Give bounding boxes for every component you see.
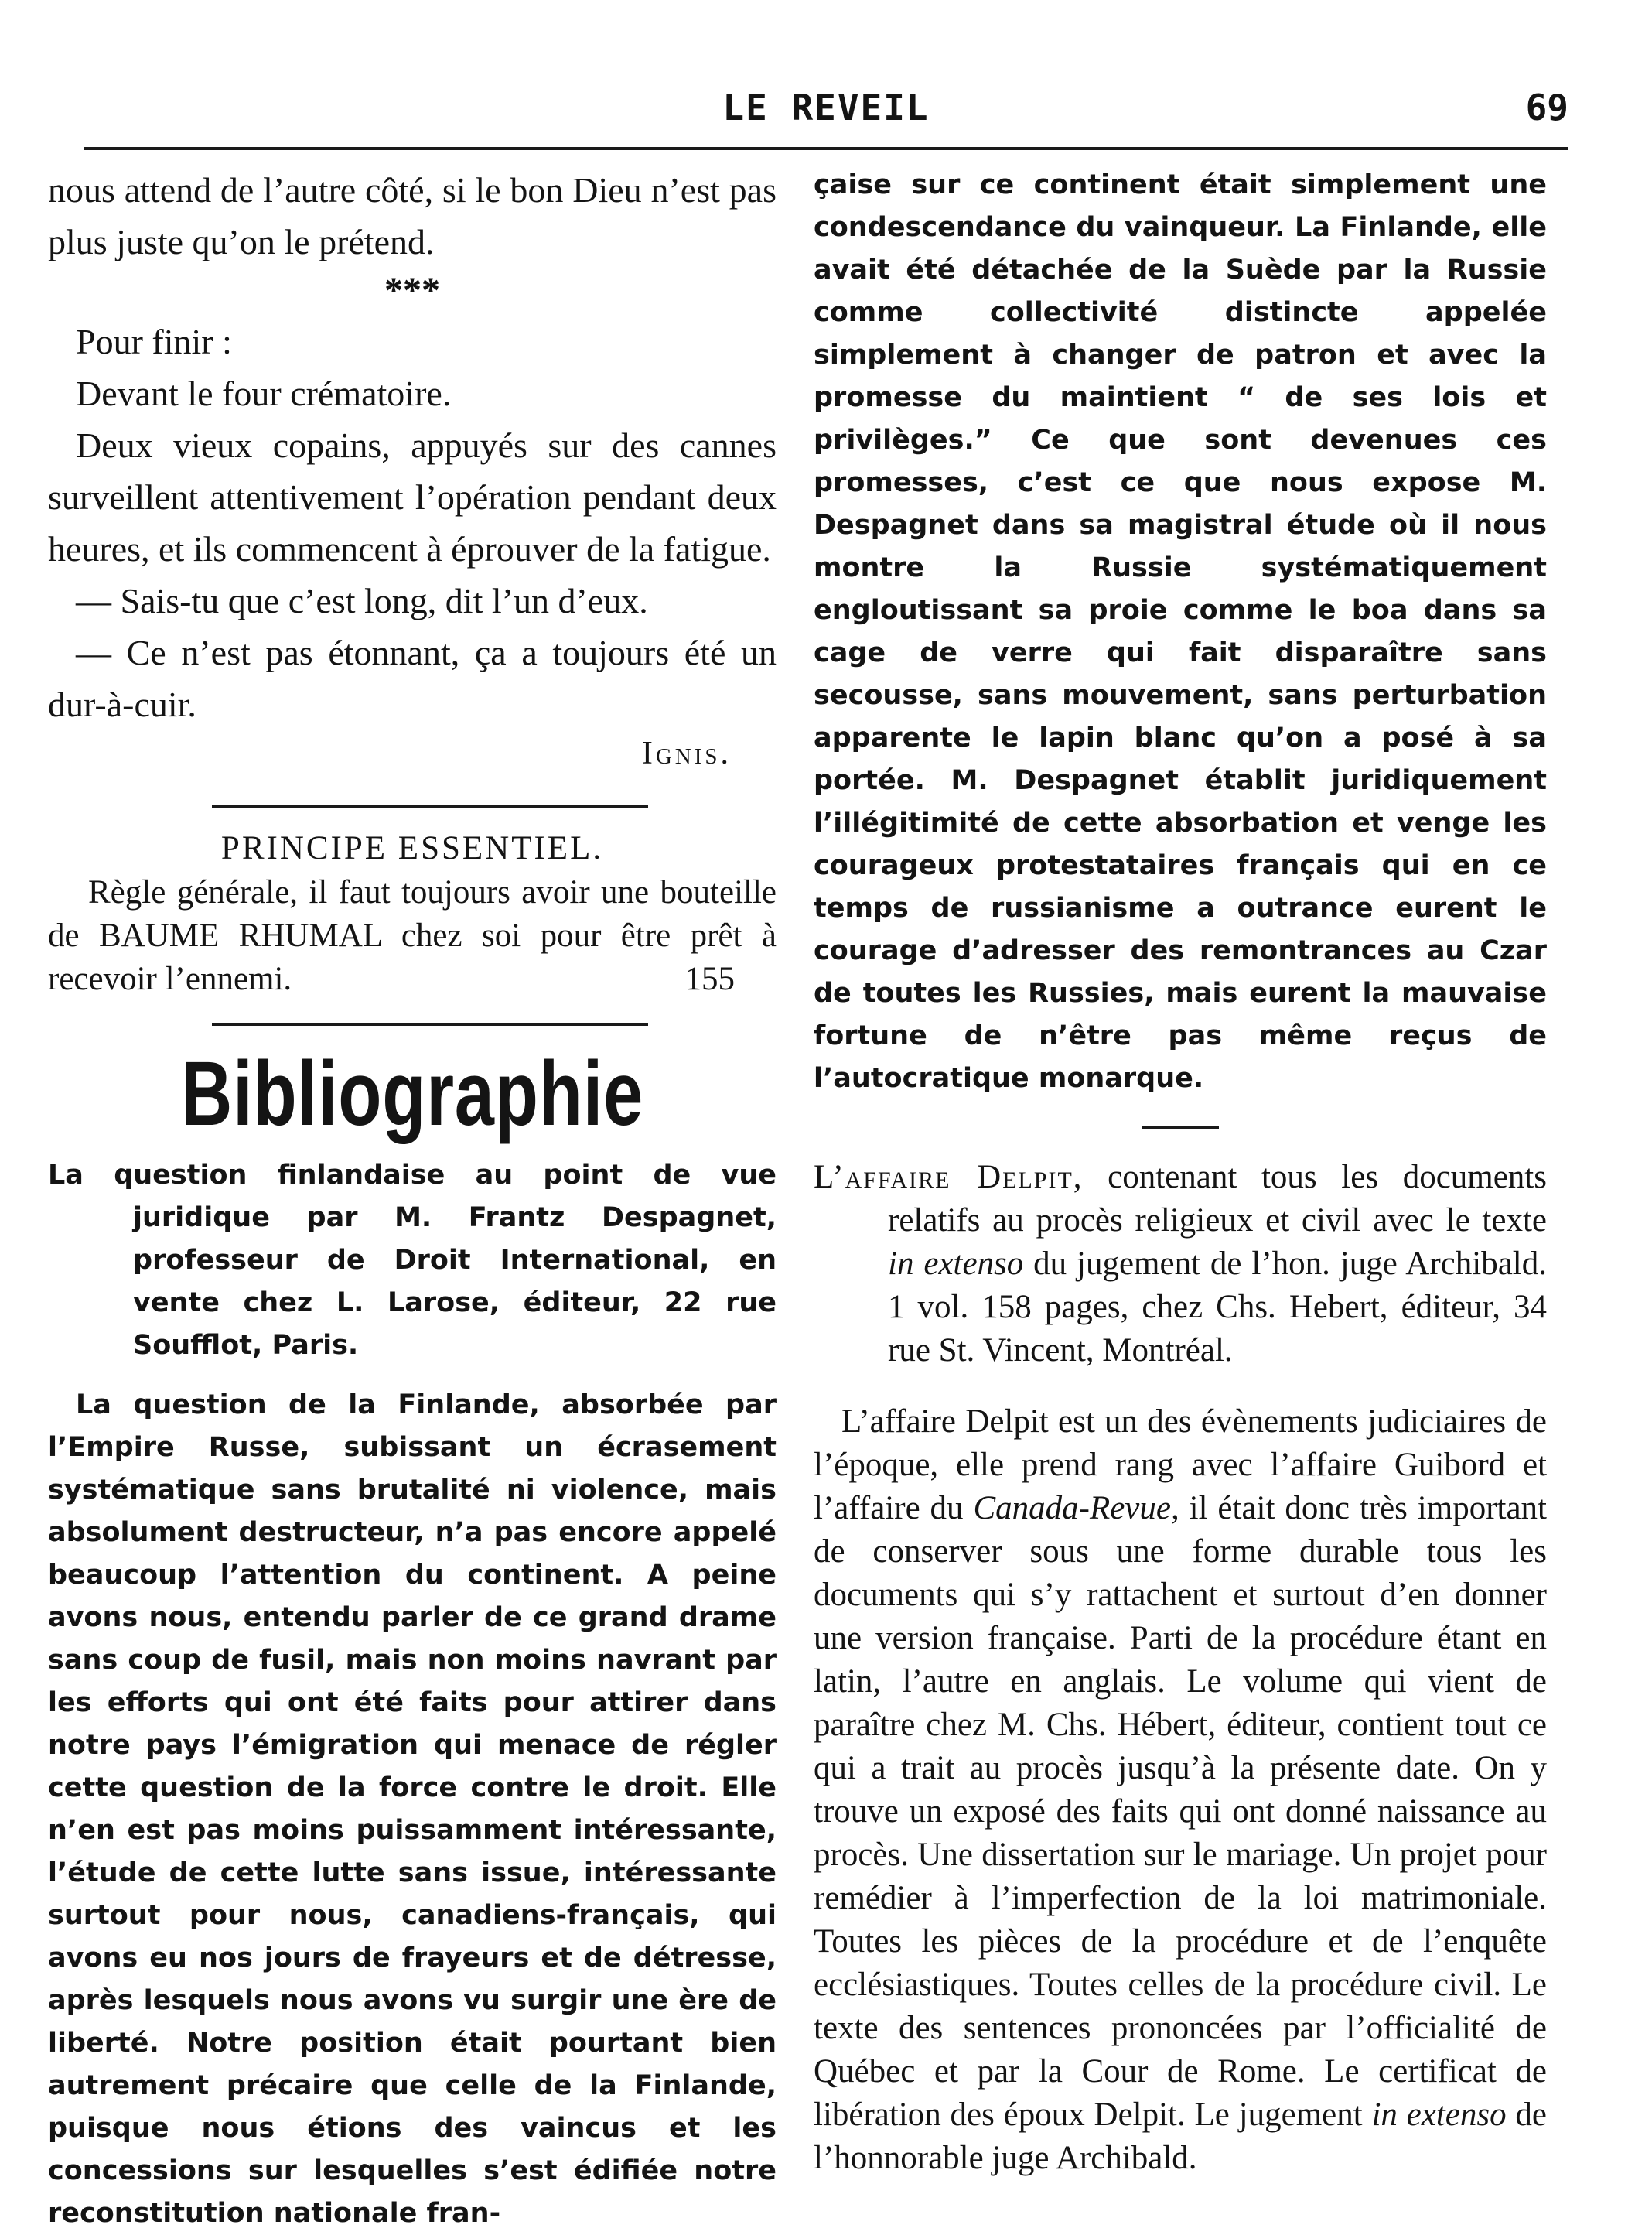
separator-rule bbox=[212, 805, 648, 808]
section-stars: *** bbox=[384, 270, 440, 311]
running-head bbox=[0, 87, 1652, 133]
pour-finir-line: Pour finir : bbox=[76, 322, 232, 361]
entry-title: L’affaire Delpit, bbox=[814, 1159, 1084, 1195]
bibliography-entry-delpit bbox=[814, 1156, 1547, 1372]
separator-rule bbox=[212, 1023, 648, 1026]
bibliography-entry: La question finlandaise au point de vue juridique par M. Frantz Despagnet, professeur de Droit International, en vente chez L. Larose, éditeur, 22 rue Soufflot, Paris. bbox=[48, 1160, 777, 1361]
review-continuation: çaise sur ce continent était simplement une condescendance du vainqueur. La Finlande, elle avait été détachée de la Suède par la Russie comme collectivité distincte appelée simplement à changer de patron et avec la promesse du maintient “ de ses lois et privilèges.” Ce que sont devenues ces promesses, c’est ce que nous expose M. Despagnet dans sa magistral étude où il nous montre la Russie systématiquement engloutissant sa proie comme le boa dans sa cage de verre qui fait disparaître sans secousse, sans mouvement, sans perturbation apparente le lapin blanc qu’on a posé à sa portée. M. Despagnet établit juridiquement l’illégitimité de cette absorbation et venge les courageux protestataires français qui en ce temps de russianisme a outrance eurent le courage d’adresser des remontrances au Czar de toutes les Russies, mais eurent la mauvaise fortune de n’être pas même reçus de l’autocratique monarque. bbox=[814, 169, 1547, 1094]
devant-line: Devant le four crématoire. bbox=[76, 374, 452, 413]
advert-title: PRINCIPE ESSENTIEL. bbox=[220, 830, 604, 866]
entry-text-a: contenant tous les documents relatifs au procès religieux et civil avec le texte bbox=[888, 1159, 1547, 1239]
dialogue-line-1: — Sais-tu que c’est long, dit l’un d’eux. bbox=[76, 581, 648, 620]
delpit-text-c: de l’honnorable juge Archibald. bbox=[814, 2097, 1547, 2176]
journal-title: LE REVEIL bbox=[722, 87, 930, 128]
left-column bbox=[48, 164, 777, 2235]
advert-number: 155 bbox=[684, 961, 735, 997]
entry-text-b: du jugement de l’hon. juge Archibald. 1 vol. 158 pages, chez Chs. Hebert, éditeur, 34 rue St. Vincent, Montréal. bbox=[888, 1246, 1547, 1369]
delpit-italic-2: in extenso bbox=[1371, 2097, 1507, 2133]
page-number: 69 bbox=[1525, 87, 1568, 128]
header-rule bbox=[84, 147, 1568, 150]
advert-text bbox=[48, 871, 777, 1001]
delpit-paragraph bbox=[814, 1400, 1547, 2180]
delpit-italic-1: Canada-Revue, bbox=[973, 1490, 1179, 1526]
separator-rule bbox=[1142, 1126, 1219, 1129]
dialogue-line-2: — Ce n’est pas étonnant, ça a toujours été un dur-à-cuir. bbox=[48, 633, 777, 724]
delpit-text-a: L’affaire Delpit est un des évènements judiciaires de l’époque, elle prend rang avec l’affaire Guibord et l’affaire du bbox=[814, 1403, 1547, 1526]
review-paragraph: La question de la Finlande, absorbée par l’Empire Russe, subissant un écrasement systématique sans brutalité ni violence, mais absolument destructeur, n’a pas encore appelé beaucoup l’attention du continent. A peine avons nous, entendu parler de ce grand drame sans coup de fusil, mais non moins navrant par les efforts qui ont été faits pour attirer dans notre pays l’émigration qui menace de régler cette question de la force contre le droit. Elle n’en est pas moins puissamment intéressante, l’étude de cette lutte sans issue, intéressante surtout pour nous, canadiens-français, qui avons eu nos jours de frayeurs et de détresse, après lesquels nous avons vu surgir une ère de liberté. Notre position était pourtant bien autrement précaire que celle de la Finlande, puisque nous étions des vaincus et les concessions sur lesquelles s’est édifiée notre reconstitution nationale fran- bbox=[48, 1389, 777, 2229]
intro-paragraph: nous attend de l’autre côté, si le bon Dieu n’est pas plus juste qu’on le prétend. bbox=[48, 170, 777, 261]
right-column bbox=[814, 164, 1547, 2180]
advert-body: Règle générale, il faut toujours avoir une bouteille de BAUME RHUMAL chez soi pour être prêt à recevoir l’ennemi. bbox=[48, 874, 777, 997]
section-heading: Bibliographie bbox=[180, 1043, 644, 1145]
author-signature: Ignis. bbox=[641, 736, 732, 771]
delpit-text-b: il était donc très important de conserver sous une forme durable tous les documents qui s’y rattachent et surtout d’en donner une version française. Parti de la procédure étant en latin, l’autre en anglais. Le volume qui vient de paraître chez M. Chs. Hébert, éditeur, contient tout ce qui a trait au procès jusqu’à la présente date. On y trouve un exposé des faits qui ont donné naissance au procès. Une dissertation sur le mariage. Un projet pour remédier à l’imperfection de la loi matrimoniale. Toutes les pièces de la procédure et de l’enquête ecclésiastiques. Toutes celles de la procédure civil. Le texte des sentences prononcées par l’officialité de Québec et par la Cour de Rome. Le certificat de libération des époux Delpit. Le jugement bbox=[814, 1490, 1547, 2133]
entry-italic: in extenso bbox=[888, 1246, 1024, 1282]
anecdote-paragraph: Deux vieux copains, appuyés sur des cannes surveillent attentivement l’opération pendant deux heures, et ils commencent à éprouver de la fatigue. bbox=[48, 425, 777, 569]
